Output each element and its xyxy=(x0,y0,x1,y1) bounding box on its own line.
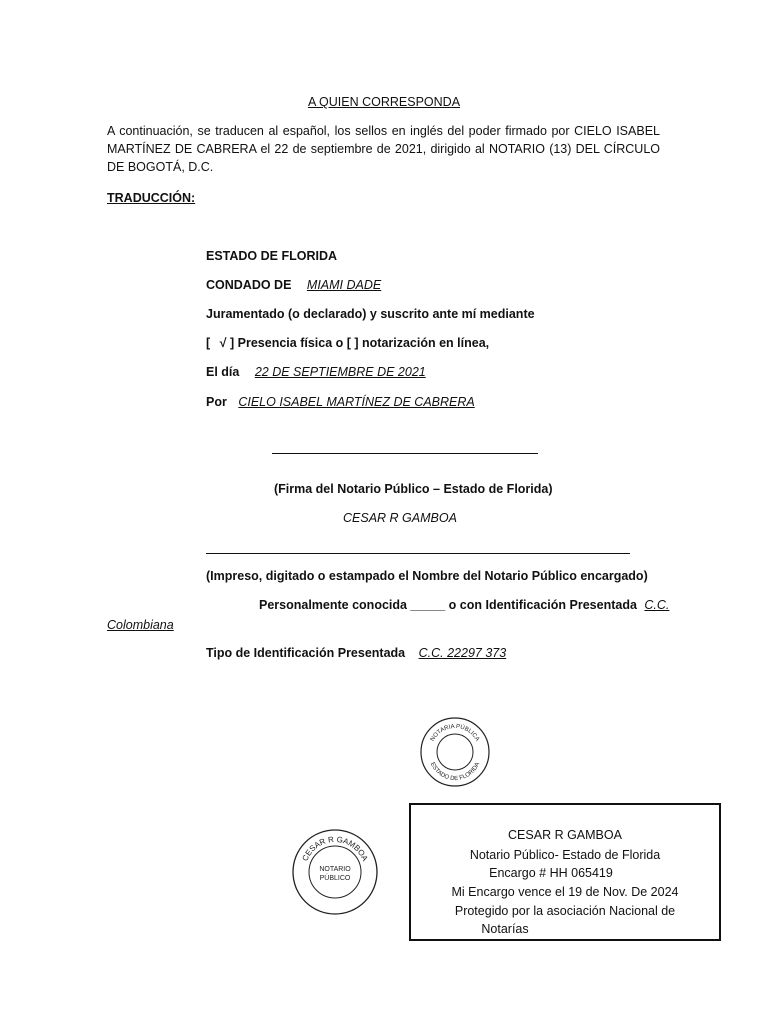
stamp-line-6: Notarías xyxy=(481,922,529,936)
id-presented-value: C.C. xyxy=(644,598,670,612)
presence-bracket: [ xyxy=(206,336,211,350)
notary-name: CESAR R GAMBOA xyxy=(343,511,457,525)
left-seal-center-line2: PÚBLICO xyxy=(319,875,351,882)
by-row xyxy=(206,395,475,409)
presence-text: ] Presencia física o [ ] notarización en línea, xyxy=(230,336,490,350)
translation-heading: TRADUCCIÓN: xyxy=(107,191,196,205)
notary-stamp-box xyxy=(409,803,721,941)
notary-seal-left xyxy=(291,828,379,916)
svg-text:CESAR R GAMBOA xyxy=(300,835,369,863)
page-title: A QUIEN CORRESPONDA xyxy=(307,95,461,109)
stamp-line-1: CESAR R GAMBOA xyxy=(508,828,622,842)
check-mark-icon: √ xyxy=(219,336,227,350)
svg-text:ESTADO DE FLORIDA xyxy=(429,762,481,782)
presence-row xyxy=(206,336,489,350)
id-type-value: C.C. 22297 373 xyxy=(418,646,507,660)
printed-name-line xyxy=(206,553,630,554)
county-value: MIAMI DADE xyxy=(306,278,382,292)
day-label: El día xyxy=(206,365,240,379)
stamp-line-5: Protegido por la asociación Nacional de xyxy=(454,904,676,918)
personally-known-text: Personalmente conocida _____ o con Identificación Presentada xyxy=(259,598,637,612)
top-seal-bottom-text: ESTADO DE FLORIDA xyxy=(428,761,482,783)
intro-paragraph: A continuación, se traducen al español, los sellos en inglés del poder firmado por CIELO ISABEL MARTÍNEZ DE CABRERA el 22 de septiembre de 2021, dirigido al NOTARIO (13) DEL CÍRCULO DE BOGOTÁ, D.C. xyxy=(107,124,660,174)
top-seal-top-text: NOTARIA PÚBLICA xyxy=(429,723,481,743)
sworn-line: Juramentado (o declarado) y suscrito ante mí mediante xyxy=(206,307,535,321)
stamp-line-4: Mi Encargo vence el 19 de Nov. De 2024 xyxy=(451,885,679,899)
notary-seal-top xyxy=(419,716,491,788)
left-seal-center-line1: NOTARIO xyxy=(319,866,351,873)
by-label: Por xyxy=(206,395,227,409)
printed-caption: (Impreso, digitado o estampado el Nombre del Notario Público encargado) xyxy=(206,569,648,583)
stamp-line-2: Notario Público- Estado de Florida xyxy=(469,848,661,862)
day-row xyxy=(206,365,426,379)
left-seal-ring-text: CESAR R GAMBOA xyxy=(300,834,370,863)
id-type-label: Tipo de Identificación Presentada xyxy=(206,646,406,660)
day-value: 22 DE SEPTIEMBRE DE 2021 xyxy=(254,365,426,379)
svg-text:NOTARIA PÚBLICA xyxy=(430,724,480,743)
id-presented-value-cont: Colombiana xyxy=(107,618,174,632)
stamp-line-3: Encargo # HH 065419 xyxy=(489,866,613,880)
signature-line xyxy=(272,453,538,454)
signature-caption: (Firma del Notario Público – Estado de Florida) xyxy=(274,482,553,496)
id-type-row xyxy=(206,646,506,660)
county-label: CONDADO DE xyxy=(206,278,292,292)
by-value: CIELO ISABEL MARTÍNEZ DE CABRERA xyxy=(238,395,475,409)
personally-known-row xyxy=(259,598,669,612)
county-row xyxy=(206,278,381,292)
state-line: ESTADO DE FLORIDA xyxy=(206,249,338,263)
